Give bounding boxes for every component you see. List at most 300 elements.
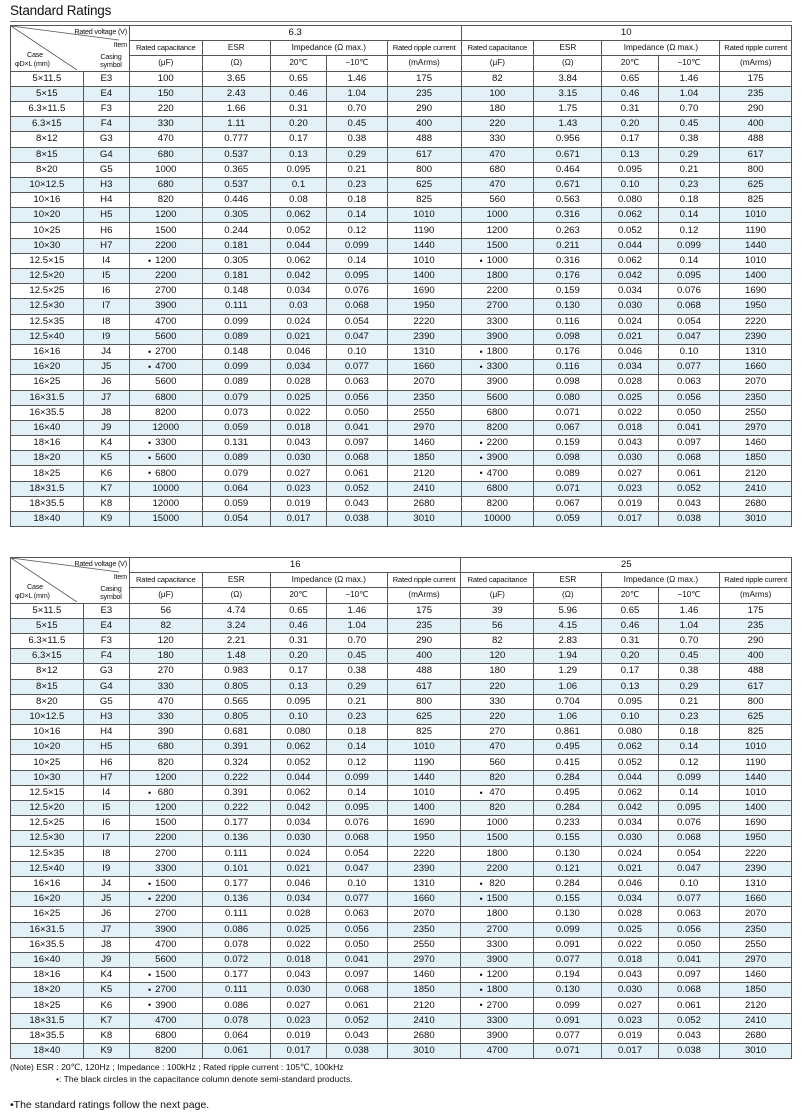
- table-cell: [202, 831, 270, 846]
- table-cell: [11, 162, 84, 177]
- table-cell: [602, 284, 658, 299]
- table-cell: [11, 451, 84, 466]
- cell-value: 12000: [152, 497, 180, 509]
- table-cell: [534, 952, 602, 967]
- cell-value: 235: [416, 619, 433, 631]
- ratings-table-2: [10, 557, 792, 1059]
- table-cell: [602, 785, 658, 800]
- table-cell: [83, 360, 129, 375]
- cell-value: 0.050: [344, 938, 369, 950]
- cell-value: 1850: [744, 452, 767, 464]
- table-cell: [327, 664, 388, 679]
- cell-value: 6800: [155, 391, 177, 403]
- table-row: [11, 876, 792, 891]
- cell-value: 6800: [486, 406, 509, 418]
- cell-value: 3010: [744, 513, 767, 525]
- table-cell: [461, 952, 534, 967]
- table-cell: [602, 1028, 658, 1043]
- table-cell: [534, 694, 602, 709]
- table-cell: [602, 679, 658, 694]
- table-cell: [202, 816, 270, 831]
- table-cell: [534, 937, 602, 952]
- table-cell: [658, 1013, 720, 1028]
- cell-value: 0.034: [286, 285, 311, 297]
- table-cell: [129, 618, 202, 633]
- cell-value: 0.21: [679, 163, 699, 175]
- unit-unit-ripple: (mArms): [387, 588, 461, 603]
- table-cell: [270, 801, 326, 816]
- cell-value: 2220: [744, 847, 767, 859]
- cell-value: 290: [416, 635, 433, 647]
- cell-value: 16×25: [33, 908, 61, 920]
- table-cell: [270, 831, 326, 846]
- cell-value: 0.099: [224, 315, 249, 327]
- cell-value: 18×25: [33, 467, 61, 479]
- table-cell: [534, 299, 602, 314]
- cell-value: 2700: [155, 847, 177, 859]
- semi-standard-dot: •: [479, 468, 483, 479]
- cell-value: 0.12: [679, 756, 699, 768]
- table-cell: [270, 147, 326, 162]
- cell-value: 175: [747, 72, 764, 84]
- cell-value: 0.038: [676, 1045, 701, 1057]
- cell-value: 0.13: [289, 148, 308, 160]
- table-cell: [720, 162, 792, 177]
- table-cell: [83, 937, 129, 952]
- cell-value: 0.044: [286, 239, 311, 251]
- cell-value: 120: [489, 650, 506, 662]
- cell-value: 10×30: [33, 771, 61, 783]
- cell-value: 0.041: [344, 953, 369, 965]
- table-cell: [327, 101, 388, 116]
- table-cell: [534, 907, 602, 922]
- table-cell: [11, 436, 84, 451]
- cell-value: 820: [489, 878, 506, 890]
- table-cell: [534, 876, 602, 891]
- cell-value: 3300: [155, 437, 177, 449]
- cell-value: 1000: [486, 209, 509, 221]
- cell-value: 0.046: [618, 346, 643, 358]
- cell-value: 0.043: [676, 497, 701, 509]
- col-esr: ESR: [202, 573, 270, 588]
- table-cell: [658, 1044, 720, 1059]
- table-cell: [129, 709, 202, 724]
- cell-value: 3.65: [226, 72, 246, 84]
- table-cell: [387, 284, 461, 299]
- cell-value: 1850: [413, 452, 435, 464]
- cell-value: J5: [101, 361, 112, 373]
- table-cell: [83, 816, 129, 831]
- table-cell: [270, 785, 326, 800]
- cell-value: 1500: [486, 893, 508, 905]
- table-cell: [270, 907, 326, 922]
- cell-value: 2.21: [226, 635, 246, 647]
- cell-value: 290: [416, 103, 433, 115]
- cell-value: 0.155: [555, 832, 580, 844]
- table-cell: [270, 694, 326, 709]
- table-cell: [658, 633, 720, 648]
- cell-value: 18×35.5: [29, 1029, 65, 1041]
- cell-value: 0.052: [618, 756, 643, 768]
- table-cell: [602, 633, 658, 648]
- table-cell: [202, 952, 270, 967]
- table-cell: [270, 603, 326, 618]
- table-cell: [270, 922, 326, 937]
- cell-value: 625: [416, 178, 433, 190]
- cell-value: 820: [489, 802, 506, 814]
- table-cell: [602, 618, 658, 633]
- cell-value: 1800: [486, 908, 508, 920]
- cell-value: 2390: [413, 862, 435, 874]
- cell-value: 0.044: [618, 771, 643, 783]
- table-cell: [327, 679, 388, 694]
- table-cell: [270, 846, 326, 861]
- table-cell: [202, 208, 270, 223]
- cell-value: 0.18: [679, 194, 699, 206]
- cell-value: 0.022: [286, 938, 311, 950]
- table-cell: [387, 86, 461, 101]
- case-dimension-label: φD×L (mm): [15, 59, 50, 68]
- table-cell: [270, 952, 326, 967]
- table-cell: [387, 390, 461, 405]
- cell-value: 2350: [413, 391, 435, 403]
- cell-value: H7: [100, 239, 113, 251]
- table-cell: [534, 420, 602, 435]
- table-cell: [129, 86, 202, 101]
- table-cell: [202, 375, 270, 390]
- table-cell: [83, 299, 129, 314]
- cell-value: K9: [100, 1045, 113, 1057]
- table-cell: [534, 147, 602, 162]
- case-label: Case: [27, 582, 43, 591]
- cell-value: 0.095: [344, 802, 369, 814]
- table-cell: [83, 420, 129, 435]
- cell-value: 470: [489, 178, 506, 190]
- table-cell: [534, 512, 602, 527]
- table-cell: [11, 284, 84, 299]
- unit-temp-20: 20℃: [270, 588, 326, 603]
- table-cell: [129, 740, 202, 755]
- cell-value: 2410: [744, 1014, 767, 1026]
- cell-value: 0.12: [679, 224, 699, 236]
- cell-value: 0.044: [286, 771, 311, 783]
- table-cell: [11, 785, 84, 800]
- semi-standard-dot: •: [147, 1000, 152, 1011]
- table-row: [11, 132, 792, 147]
- cell-value: 4700: [486, 1045, 508, 1057]
- cell-value: 0.29: [347, 680, 367, 692]
- table-cell: [202, 770, 270, 785]
- cell-value: 0.056: [676, 923, 701, 935]
- cell-value: 3900: [155, 999, 177, 1011]
- table-cell: [658, 861, 720, 876]
- cell-value: 0.022: [618, 938, 643, 950]
- cell-value: 18×31.5: [29, 1014, 65, 1026]
- table-cell: [658, 496, 720, 511]
- cell-value: J9: [101, 421, 112, 433]
- table-row: [11, 177, 792, 192]
- cell-value: 0.022: [286, 406, 311, 418]
- table-row: [11, 405, 792, 420]
- table-row: [11, 770, 792, 785]
- table-cell: [387, 633, 461, 648]
- table-row: [11, 269, 792, 284]
- table-cell: [534, 132, 602, 147]
- cell-value: 330: [489, 695, 506, 707]
- table-cell: [720, 801, 792, 816]
- cell-value: 1010: [744, 254, 767, 266]
- cell-value: 0.181: [224, 270, 249, 282]
- table-cell: [83, 1044, 129, 1059]
- table-cell: [720, 420, 792, 435]
- table-cell: [387, 496, 461, 511]
- table-cell: [129, 1013, 202, 1028]
- cell-value: 16×16: [33, 878, 61, 890]
- cell-value: 0.805: [224, 710, 249, 722]
- table-row: [11, 101, 792, 116]
- table-cell: [461, 907, 534, 922]
- cell-value: 0.181: [224, 239, 249, 251]
- cell-value: 1690: [413, 285, 435, 297]
- cell-value: 1200: [155, 209, 177, 221]
- table-cell: [270, 512, 326, 527]
- table-cell: [270, 968, 326, 983]
- cell-value: 0.095: [286, 163, 311, 175]
- cell-value: 2700: [155, 285, 177, 297]
- table-cell: [11, 740, 84, 755]
- cell-value: 0.052: [286, 756, 311, 768]
- cell-value: 0.23: [679, 178, 699, 190]
- table-cell: [658, 846, 720, 861]
- table-cell: [129, 679, 202, 694]
- cell-value: 0.65: [289, 72, 308, 84]
- table-cell: [83, 876, 129, 891]
- cell-value: 0.041: [676, 953, 701, 965]
- cell-value: 0.365: [224, 163, 249, 175]
- table-row: [11, 451, 792, 466]
- cell-value: 0.062: [286, 786, 311, 798]
- table-cell: [11, 466, 84, 481]
- cell-value: 0.18: [347, 194, 367, 206]
- cell-value: 16×20: [33, 361, 61, 373]
- cell-value: 0.14: [679, 741, 699, 753]
- table-cell: [602, 193, 658, 208]
- table-cell: [387, 269, 461, 284]
- table-cell: [658, 618, 720, 633]
- table-cell: [11, 892, 84, 907]
- cell-value: 100: [157, 72, 174, 84]
- cell-value: 1400: [413, 802, 435, 814]
- cell-value: I9: [102, 330, 111, 342]
- table-cell: [534, 649, 602, 664]
- cell-value: 800: [416, 695, 433, 707]
- cell-value: 0.101: [224, 862, 249, 874]
- cell-value: 0.018: [286, 421, 311, 433]
- table-cell: [270, 299, 326, 314]
- table-cell: [11, 770, 84, 785]
- cell-value: 18×20: [33, 984, 61, 996]
- table-cell: [270, 390, 326, 405]
- table-cell: [534, 922, 602, 937]
- cell-value: 400: [416, 118, 433, 130]
- table-cell: [270, 71, 326, 86]
- table-cell: [534, 983, 602, 998]
- cell-value: 12.5×20: [29, 270, 65, 282]
- table-cell: [658, 208, 720, 223]
- table-cell: [387, 603, 461, 618]
- cell-value: 0.042: [286, 802, 311, 814]
- table-cell: [461, 725, 534, 740]
- table-cell: [461, 101, 534, 116]
- cell-value: 8200: [486, 497, 509, 509]
- table-cell: [129, 360, 202, 375]
- table-cell: [129, 375, 202, 390]
- table-cell: [387, 740, 461, 755]
- table-cell: [270, 740, 326, 755]
- table-cell: [602, 208, 658, 223]
- cell-value: 470: [489, 741, 506, 753]
- table-cell: [720, 1028, 792, 1043]
- table-cell: [534, 679, 602, 694]
- cell-value: 2220: [413, 315, 435, 327]
- cell-value: 10×20: [33, 741, 61, 753]
- table-cell: [720, 299, 792, 314]
- cell-value: 1.46: [347, 72, 367, 84]
- semi-standard-dot: •: [147, 453, 152, 464]
- table-cell: [534, 451, 602, 466]
- cell-value: 0.042: [618, 802, 643, 814]
- table-cell: [129, 861, 202, 876]
- cell-value: 5×15: [36, 619, 58, 631]
- table-cell: [129, 664, 202, 679]
- cell-value: 0.464: [555, 163, 580, 175]
- cell-value: 1800: [486, 847, 508, 859]
- table-cell: [83, 649, 129, 664]
- cell-value: 1440: [413, 239, 435, 251]
- cell-value: 0.061: [344, 999, 369, 1011]
- cell-value: 0.194: [555, 969, 580, 981]
- cell-value: 1.46: [679, 72, 699, 84]
- cell-value: 0.052: [676, 482, 701, 494]
- table-cell: [534, 101, 602, 116]
- table-cell: [202, 466, 270, 481]
- cell-value: 0.148: [224, 285, 249, 297]
- cell-value: K4: [100, 437, 113, 449]
- col-rated-capacitance: Rated capacitance: [129, 41, 202, 56]
- cell-value: 0.136: [224, 832, 249, 844]
- cell-value: 3300: [155, 862, 177, 874]
- table-cell: [202, 496, 270, 511]
- table-cell: [83, 101, 129, 116]
- col-esr: ESR: [534, 41, 602, 56]
- table-cell: [327, 344, 388, 359]
- cell-value: 8×12: [36, 665, 58, 677]
- cell-value: 0.024: [286, 847, 311, 859]
- table-cell: [658, 649, 720, 664]
- table-cell: [327, 451, 388, 466]
- cell-value: 0.038: [344, 1045, 369, 1057]
- table-row: [11, 436, 792, 451]
- unit-temp-m10: −10℃: [327, 588, 388, 603]
- cell-value: 3900: [155, 300, 177, 312]
- table-cell: [720, 1044, 792, 1059]
- table-cell: [534, 253, 602, 268]
- table-cell: [461, 420, 534, 435]
- header-corner: [11, 26, 130, 72]
- semi-standard-dot: •: [147, 468, 152, 479]
- cell-value: 0.030: [618, 452, 643, 464]
- cell-value: 680: [157, 178, 174, 190]
- cell-value: 680: [157, 786, 174, 798]
- table-cell: [11, 937, 84, 952]
- cell-value: K5: [100, 452, 113, 464]
- cell-value: 2070: [744, 376, 767, 388]
- cell-value: 0.047: [344, 862, 369, 874]
- table-cell: [83, 709, 129, 724]
- cell-value: 1460: [744, 969, 767, 981]
- table-row: [11, 801, 792, 816]
- cell-value: 0.681: [224, 726, 249, 738]
- cell-value: 0.983: [224, 665, 249, 677]
- cell-value: 0.116: [556, 315, 580, 327]
- cell-value: 150: [157, 87, 174, 99]
- cell-value: 1010: [413, 786, 435, 798]
- cell-value: 235: [416, 87, 433, 99]
- table-cell: [534, 1028, 602, 1043]
- table-cell: [83, 831, 129, 846]
- table-cell: [534, 436, 602, 451]
- table-cell: [602, 649, 658, 664]
- cell-value: 0.21: [347, 695, 367, 707]
- table-cell: [11, 117, 84, 132]
- cell-value: 175: [747, 604, 764, 616]
- table-cell: [387, 952, 461, 967]
- cell-value: 18×40: [33, 1045, 61, 1057]
- table-cell: [202, 253, 270, 268]
- cell-value: 0.777: [224, 133, 249, 145]
- cell-value: J6: [101, 908, 112, 920]
- cell-value: 5600: [155, 953, 177, 965]
- cell-value: 290: [747, 103, 764, 115]
- cell-value: 0.025: [618, 391, 643, 403]
- table-cell: [129, 785, 202, 800]
- cell-value: G5: [99, 695, 113, 707]
- cell-value: 0.021: [286, 862, 311, 874]
- table-cell: [129, 603, 202, 618]
- semi-standard-dot: •: [479, 985, 483, 996]
- table-cell: [129, 117, 202, 132]
- cell-value: 0.046: [286, 878, 311, 890]
- cell-value: 1.04: [679, 619, 699, 631]
- table-cell: [270, 101, 326, 116]
- table-cell: [11, 420, 84, 435]
- table-cell: [83, 1028, 129, 1043]
- table-cell: [11, 694, 84, 709]
- table-cell: [720, 1013, 792, 1028]
- table-cell: [202, 1028, 270, 1043]
- cell-value: J7: [101, 391, 112, 403]
- cell-value: 0.063: [344, 376, 369, 388]
- table-cell: [534, 496, 602, 511]
- cell-value: 3.84: [558, 72, 578, 84]
- cell-value: 100: [489, 87, 506, 99]
- table-cell: [461, 344, 534, 359]
- cell-value: 0.077: [344, 361, 369, 373]
- cell-value: 0.063: [676, 376, 701, 388]
- cell-value: 3010: [413, 513, 435, 525]
- cell-value: 625: [747, 178, 764, 190]
- cell-value: 5×11.5: [32, 604, 62, 616]
